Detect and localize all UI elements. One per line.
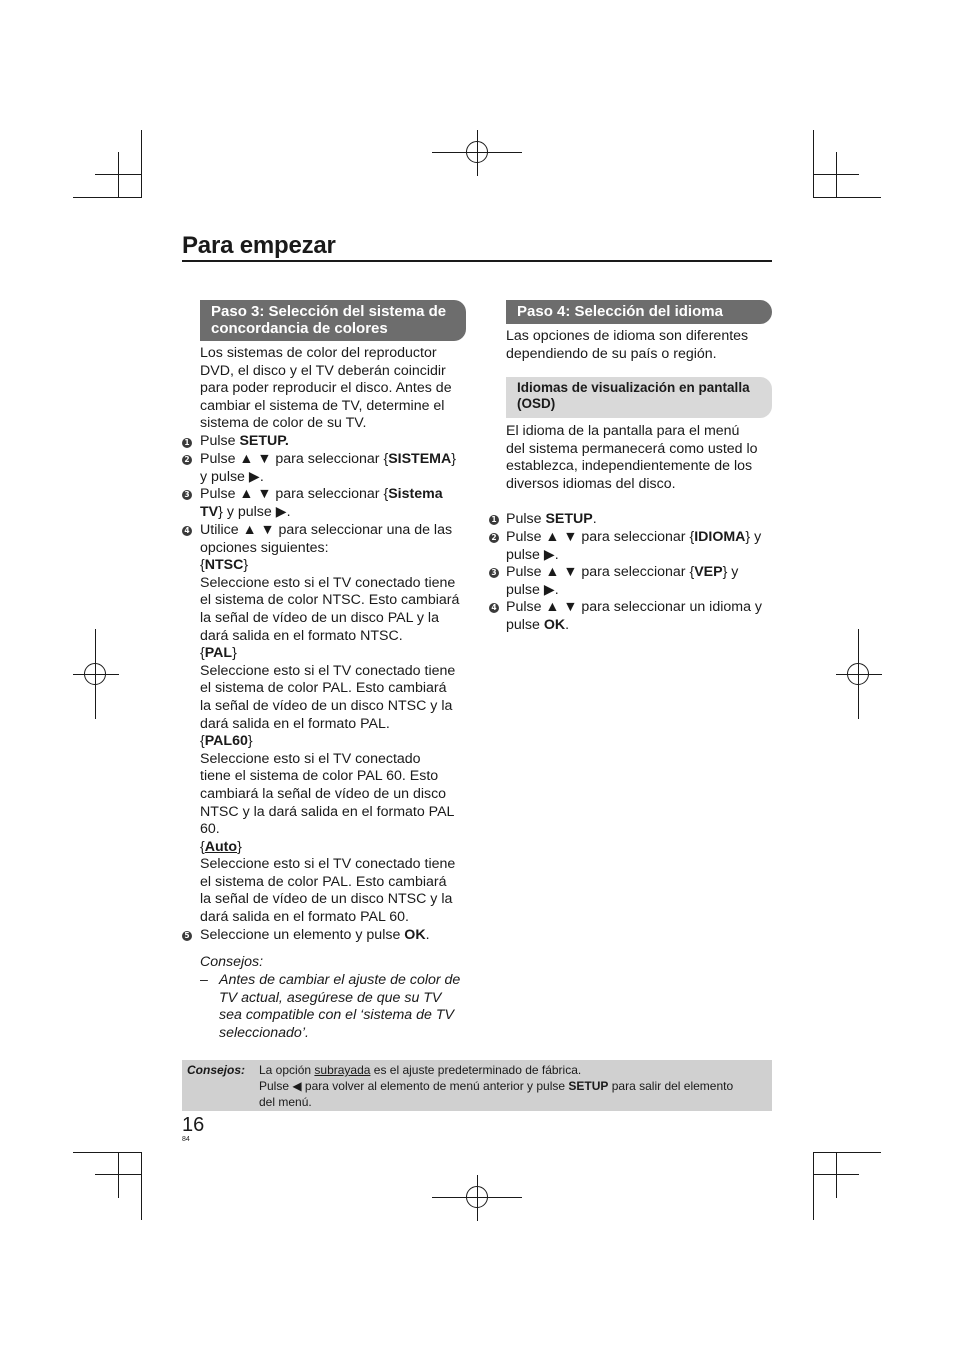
- left-step1: [200, 433, 289, 451]
- tips-line: para salir del elemento: [608, 1079, 734, 1093]
- brace: }: [247, 733, 253, 750]
- left-step2: [200, 451, 456, 486]
- tips-box-text: [259, 1062, 733, 1110]
- right-step2: [506, 529, 761, 564]
- step-text: pulse ▶.: [506, 546, 559, 563]
- brace: }: [237, 838, 242, 855]
- left-step3: [200, 486, 443, 521]
- setup-key: SETUP: [545, 511, 593, 527]
- option-desc: el sistema de color PAL. Esto cambiará: [200, 873, 447, 890]
- osd-desc-line: diversos idiomas del disco.: [506, 475, 676, 492]
- osd-desc: [506, 423, 758, 493]
- step3-intro-line: cambiar el sistema de TV, determine el: [200, 397, 445, 414]
- tips-box-label: Consejos:: [187, 1063, 246, 1077]
- step-number-icon: 5: [182, 931, 192, 941]
- step4-intro-line: Las opciones de idioma son diferentes: [506, 328, 749, 344]
- right-step1: [506, 511, 597, 529]
- option-key-default: Auto: [204, 838, 238, 855]
- tips-line: es el ajuste predeterminado de fábrica.: [370, 1063, 582, 1077]
- option-auto: [200, 839, 459, 857]
- option-pal60: [200, 733, 459, 751]
- step-number-icon: 1: [182, 438, 192, 448]
- step-text: Pulse ▲ ▼ para seleccionar {: [200, 451, 389, 467]
- step3-intro: [200, 345, 452, 433]
- step-text: Pulse ▲ ▼ para seleccionar un idioma y: [506, 599, 762, 615]
- step-text: .: [425, 927, 430, 943]
- step-text: Pulse: [506, 511, 546, 527]
- step3-header-line2: concordancia de colores: [211, 320, 388, 337]
- step-number-icon: 2: [182, 455, 192, 465]
- step3-intro-line: sistema de color de su TV.: [200, 415, 367, 432]
- step-number-icon: 2: [489, 533, 499, 543]
- osd-desc-line: El idioma de la pantalla para el menú: [506, 423, 740, 439]
- option-desc: cambiará la señal de vídeo de un disco: [200, 785, 447, 802]
- option-key: PAL60: [204, 733, 248, 750]
- option-desc: Seleccione esto si el TV conectado: [200, 750, 421, 767]
- step-text: .: [565, 616, 570, 633]
- step-number-icon: 4: [182, 526, 192, 536]
- brace: }: [232, 645, 237, 662]
- osd-desc-line: establezca, independientemente de los: [506, 458, 753, 475]
- option-key: SISTEMA: [388, 451, 452, 467]
- step-text: opciones siguientes:: [200, 539, 329, 556]
- option-desc: NTSC y la dará salida en el formato PAL: [200, 803, 455, 820]
- brace: {: [200, 838, 205, 855]
- tips-line: La opción: [259, 1063, 315, 1077]
- option-desc: dará salida en el formato PAL.: [200, 715, 390, 732]
- option-key: Sistema: [388, 486, 443, 502]
- ok-key: OK: [404, 927, 426, 943]
- step-text: } y: [722, 564, 739, 580]
- ok-key: OK: [543, 616, 566, 633]
- brace: {: [200, 557, 205, 574]
- step4-intro: [506, 328, 748, 363]
- page-number: 16: [182, 1114, 205, 1136]
- brace: {: [200, 733, 205, 750]
- tips-line: sea compatible con el ‘sistema de TV: [219, 1007, 454, 1024]
- page-title: Para empezar: [182, 232, 336, 259]
- step-number-icon: 1: [489, 515, 499, 525]
- step4-intro-line: dependiendo de su país o región.: [506, 345, 717, 362]
- title-rule: [182, 260, 772, 262]
- tips-line: Antes de cambiar el ajuste de color de: [219, 972, 461, 988]
- option-pal: [200, 645, 459, 663]
- tips-text: [219, 972, 460, 1042]
- option-desc: dará salida en el formato NTSC.: [200, 627, 403, 644]
- step4-header: Paso 4: Selección del idioma: [506, 300, 772, 324]
- brace: }: [243, 557, 249, 574]
- step-number-icon: 3: [182, 490, 192, 500]
- osd-desc-line: del sistema permanecerá como usted lo: [506, 440, 758, 457]
- option-key: VEP: [694, 564, 723, 580]
- step-text: Pulse ▲ ▼ para seleccionar {: [200, 486, 389, 502]
- step3-intro-line: DVD, el disco y el TV deberán coincidir: [200, 362, 446, 379]
- step-text: Pulse: [200, 433, 240, 449]
- right-step4: [506, 599, 762, 634]
- option-desc: Seleccione esto si el TV conectado tiene: [200, 856, 456, 873]
- option-desc: la señal de vídeo de un disco PAL y la: [200, 609, 439, 626]
- option-key: NTSC: [204, 557, 244, 574]
- step-text: Pulse ▲ ▼ para seleccionar {: [506, 529, 695, 545]
- step-text: Seleccione un elemento y pulse: [200, 927, 405, 943]
- tips-line: Pulse ◀ para volver al elemento de menú anterior y pulse: [259, 1079, 569, 1093]
- option-key: PAL: [204, 645, 233, 662]
- option-desc: tiene el sistema de color PAL 60. Esto: [200, 768, 439, 785]
- option-desc: el sistema de color NTSC. Esto cambiará: [200, 592, 460, 609]
- right-step3: [506, 564, 738, 599]
- setup-key: SETUP: [568, 1079, 609, 1093]
- brace: {: [200, 645, 205, 662]
- option-desc: la señal de vídeo de un disco NTSC y la: [200, 697, 453, 714]
- step-text: pulse: [506, 616, 544, 633]
- option-key: TV: [200, 503, 219, 520]
- step-number-icon: 3: [489, 568, 499, 578]
- step-number-icon: 4: [489, 603, 499, 613]
- osd-subheader: [506, 377, 772, 418]
- step-text: }: [451, 451, 456, 467]
- step-text: Pulse ▲ ▼ para seleccionar {: [506, 564, 695, 580]
- step-text: } y pulse ▶.: [218, 503, 291, 520]
- step-text: y pulse: [200, 468, 249, 485]
- tips-line: TV actual, asegúrese de que su TV: [219, 989, 442, 1006]
- option-desc: dará salida en el formato PAL 60.: [200, 909, 409, 926]
- option-desc: la señal de vídeo de un disco NTSC y la: [200, 891, 453, 908]
- setup-key: SETUP.: [239, 433, 289, 449]
- tips-label: Consejos:: [200, 954, 264, 970]
- option-desc: Seleccione esto si el TV conectado tiene: [200, 662, 456, 679]
- step-text: pulse ▶.: [506, 581, 559, 598]
- tips-line: seleccionado’.: [219, 1024, 309, 1041]
- right-arrow-icon: ▶.: [248, 468, 264, 485]
- step-text: } y: [745, 529, 762, 545]
- osd-subheader-line1: Idiomas de visualización en pantalla: [517, 380, 750, 395]
- tips-line: del menú.: [259, 1095, 312, 1109]
- step-text: .: [592, 511, 597, 527]
- option-ntsc: [200, 557, 459, 575]
- step3-intro-line: para poder reproducir el disco. Antes de: [200, 380, 452, 397]
- step3-header: [200, 300, 466, 341]
- tips-dash: –: [200, 972, 208, 988]
- left-step5: [200, 927, 430, 945]
- step3-header-line1: Paso 3: Selección del sistema de: [211, 303, 447, 320]
- option-desc: Seleccione esto si el TV conectado tiene: [200, 574, 456, 591]
- step3-intro-line: Los sistemas de color del reproductor: [200, 345, 437, 361]
- osd-subheader-line2: (OSD): [517, 396, 556, 411]
- step-text: Utilice ▲ ▼ para seleccionar una de las: [200, 522, 453, 538]
- underlined-word: subrayada: [314, 1063, 371, 1077]
- page-number-small: 84: [182, 1136, 190, 1143]
- option-key: IDIOMA: [694, 529, 746, 545]
- option-desc: el sistema de color PAL. Esto cambiará: [200, 680, 447, 697]
- left-step4: [200, 522, 459, 927]
- option-desc: 60.: [200, 821, 220, 838]
